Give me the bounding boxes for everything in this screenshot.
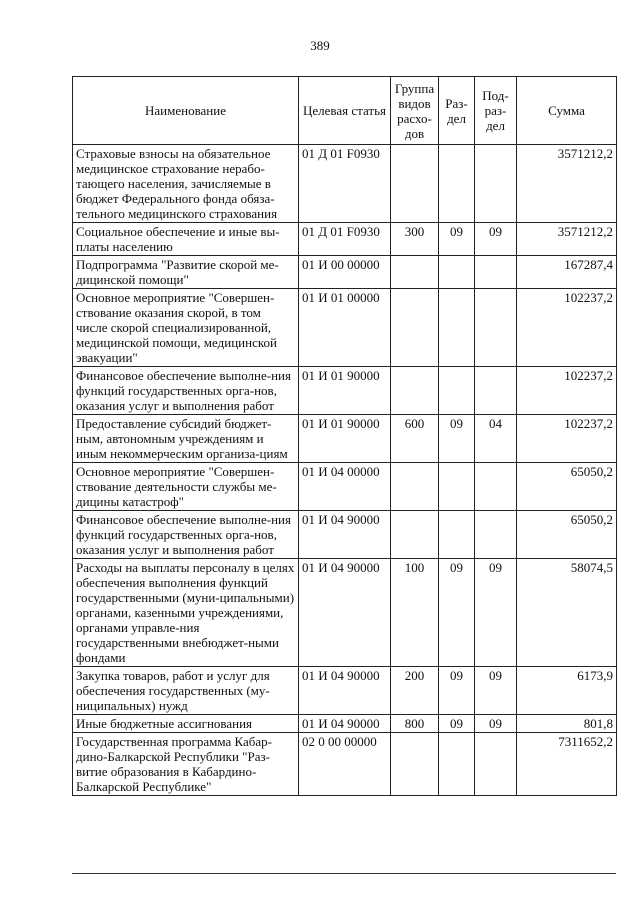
row-expense-group	[391, 145, 439, 223]
row-sum: 801,8	[517, 715, 617, 733]
row-section: 09	[439, 559, 475, 667]
row-section: 09	[439, 667, 475, 715]
row-target-article: 01 И 04 90000	[299, 511, 391, 559]
row-name: Основное мероприятие "Совершен-ствование оказания скорой, в том числе скорой специализированной, медицинской помощи, медицинской эвакуации"	[73, 289, 299, 367]
row-name: Социальное обеспечение и иные вы-платы населению	[73, 223, 299, 256]
row-target-article: 01 И 04 90000	[299, 715, 391, 733]
row-name: Основное мероприятие "Совершен-ствование деятельности службы ме-дицины катастроф"	[73, 463, 299, 511]
table-header	[73, 77, 617, 145]
row-expense-group: 200	[391, 667, 439, 715]
row-subsection	[475, 367, 517, 415]
row-name: Государственная программа Кабар-дино-Балкарской Республики "Раз-витие образования в Кабардино-Балкарской Республике"	[73, 733, 299, 796]
row-subsection	[475, 256, 517, 289]
row-name: Расходы на выплаты персоналу в целях обеспечения выполнения функций государственными (муни-ципальными) органами, казенными учреждениями, органами управле-ния государственными внебюджет-ными фондами	[73, 559, 299, 667]
row-sum: 65050,2	[517, 463, 617, 511]
row-subsection	[475, 511, 517, 559]
row-target-article: 01 И 01 90000	[299, 367, 391, 415]
row-expense-group: 600	[391, 415, 439, 463]
row-name: Финансовое обеспечение выполне-ния функций государственных орга-нов, оказания услуг и выполнения работ	[73, 367, 299, 415]
row-expense-group	[391, 463, 439, 511]
table-row	[73, 463, 617, 511]
row-subsection	[475, 145, 517, 223]
row-expense-group	[391, 511, 439, 559]
table-row	[73, 289, 617, 367]
row-name: Закупка товаров, работ и услуг для обеспечения государственных (му-ниципальных) нужд	[73, 667, 299, 715]
row-subsection: 09	[475, 667, 517, 715]
row-subsection: 09	[475, 559, 517, 667]
table-row	[73, 559, 617, 667]
table-row	[73, 511, 617, 559]
row-section	[439, 511, 475, 559]
header-sum: Сумма	[517, 77, 617, 145]
budget-table	[72, 76, 617, 796]
header-section: Раз-дел	[439, 77, 475, 145]
row-expense-group	[391, 256, 439, 289]
row-sum: 102237,2	[517, 367, 617, 415]
header-expense-group: Группа видов расхо-дов	[391, 77, 439, 145]
row-target-article: 01 Д 01 F0930	[299, 145, 391, 223]
row-name: Подпрограмма "Развитие скорой ме-дицинской помощи"	[73, 256, 299, 289]
row-sum: 167287,4	[517, 256, 617, 289]
table-row	[73, 733, 617, 796]
header-subsection: Под-раз-дел	[475, 77, 517, 145]
table-row	[73, 256, 617, 289]
row-target-article: 01 И 04 00000	[299, 463, 391, 511]
header-target-article: Целевая статья	[299, 77, 391, 145]
row-sum: 58074,5	[517, 559, 617, 667]
row-sum: 6173,9	[517, 667, 617, 715]
row-subsection: 04	[475, 415, 517, 463]
row-sum: 3571212,2	[517, 145, 617, 223]
row-sum: 65050,2	[517, 511, 617, 559]
row-section	[439, 289, 475, 367]
row-expense-group: 800	[391, 715, 439, 733]
row-sum: 102237,2	[517, 415, 617, 463]
row-target-article: 01 И 04 90000	[299, 559, 391, 667]
page-number: 389	[310, 38, 330, 53]
row-section: 09	[439, 415, 475, 463]
row-section	[439, 367, 475, 415]
row-subsection	[475, 289, 517, 367]
row-name: Предоставление субсидий бюджет-ным, автономным учреждениям и иным некоммерческим организа-циям	[73, 415, 299, 463]
header-name: Наименование	[73, 77, 299, 145]
row-expense-group: 300	[391, 223, 439, 256]
row-subsection: 09	[475, 715, 517, 733]
table-row	[73, 415, 617, 463]
row-expense-group	[391, 733, 439, 796]
row-section: 09	[439, 223, 475, 256]
row-sum: 102237,2	[517, 289, 617, 367]
row-sum: 3571212,2	[517, 223, 617, 256]
table-row	[73, 367, 617, 415]
row-name: Финансовое обеспечение выполне-ния функций государственных орга-нов, оказания услуг и выполнения работ	[73, 511, 299, 559]
page-bottom-divider	[72, 873, 616, 874]
table-row	[73, 667, 617, 715]
row-expense-group: 100	[391, 559, 439, 667]
row-sum: 7311652,2	[517, 733, 617, 796]
row-section	[439, 256, 475, 289]
row-target-article: 01 И 01 00000	[299, 289, 391, 367]
table-row	[73, 715, 617, 733]
row-target-article: 01 И 04 90000	[299, 667, 391, 715]
row-subsection: 09	[475, 223, 517, 256]
row-name: Иные бюджетные ассигнования	[73, 715, 299, 733]
row-expense-group	[391, 289, 439, 367]
row-target-article: 01 И 01 90000	[299, 415, 391, 463]
row-subsection	[475, 463, 517, 511]
row-expense-group	[391, 367, 439, 415]
table-row	[73, 145, 617, 223]
row-target-article: 01 И 00 00000	[299, 256, 391, 289]
table-row	[73, 223, 617, 256]
row-section	[439, 733, 475, 796]
row-section	[439, 145, 475, 223]
row-target-article: 02 0 00 00000	[299, 733, 391, 796]
row-section	[439, 463, 475, 511]
row-section: 09	[439, 715, 475, 733]
row-subsection	[475, 733, 517, 796]
row-target-article: 01 Д 01 F0930	[299, 223, 391, 256]
row-name: Страховые взносы на обязательное медицинское страхование нерабо-тающего населения, зачисляемые в бюджет Федерального фонда обяза-тельного медицинского страхования	[73, 145, 299, 223]
